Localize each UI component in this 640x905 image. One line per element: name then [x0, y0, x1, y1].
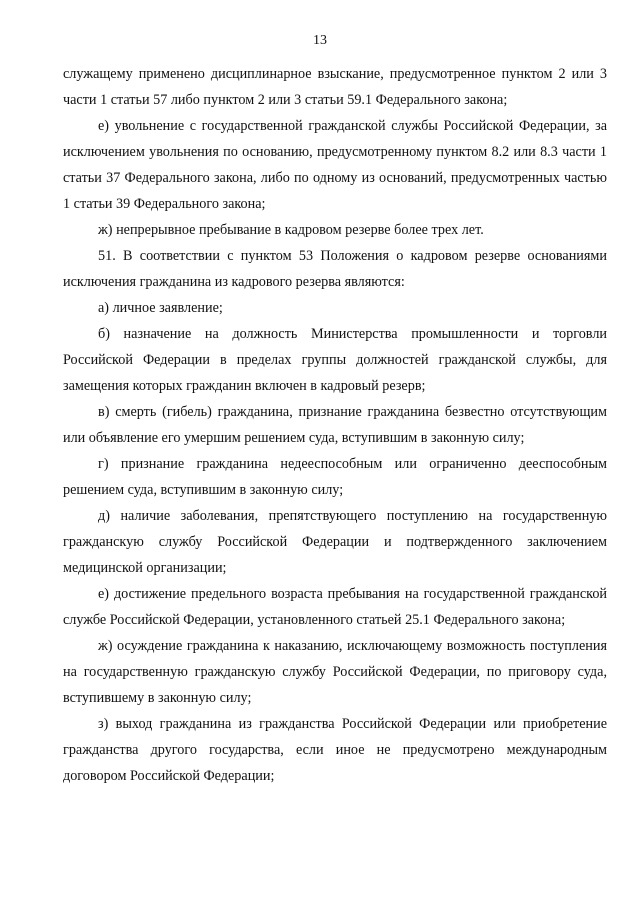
paragraph-item-b: б) назначение на должность Министерства промышленности и торговли Российской Федерации в пределах группы должностей гражданской службы, для замещения которых гражданин включен в кадровый резерв; — [63, 326, 607, 394]
paragraph-item-d: д) наличие заболевания, препятствующего поступлению на государственную гражданскую службу Российской Федерации и подтвержденного заключением медицинской организации; — [63, 508, 607, 576]
paragraph-item-e-dismissal: е) увольнение с государственной гражданской службы Российской Федерации, за исключением увольнения по основанию, предусмотренному пунктом 8.2 или 8.3 части 1 статьи 37 Федерального закона, либо по одному из оснований, предусмотренных частью 1 статьи 39 Федерального закона; — [63, 118, 607, 212]
paragraph-section-51: 51. В соответствии с пунктом 53 Положения о кадровом резерве основаниями исключения гражданина из кадрового резерва являются: — [63, 248, 607, 290]
paragraph-item-v: в) смерть (гибель) гражданина, признание гражданина безвестно отсутствующим или объявление его умершим решением суда, вступившим в законную силу; — [63, 404, 607, 446]
document-body — [63, 61, 607, 789]
paragraph-item-z-citizenship: з) выход гражданина из гражданства Российской Федерации или приобретение гражданства другого государства, если иное не предусмотрено международным договором Российской Федерации; — [63, 716, 607, 784]
paragraph-item-e-age: е) достижение предельного возраста пребывания на государственной гражданской службе Российской Федерации, установленного статьей 25.1 Федерального закона; — [63, 586, 607, 628]
paragraph-item-a: а) личное заявление; — [98, 300, 223, 316]
paragraph-item-g: г) признание гражданина недееспособным или ограниченно дееспособным решением суда, вступившим в законную силу; — [63, 456, 607, 498]
page-number: 13 — [313, 33, 327, 48]
paragraph-item-zh-conviction: ж) осуждение гражданина к наказанию, исключающему возможность поступления на государственную гражданскую службу Российской Федерации, по приговору суда, вступившему в законную силу; — [63, 638, 607, 706]
paragraph-item-zh-reserve-term: ж) непрерывное пребывание в кадровом резерве более трех лет. — [98, 222, 484, 238]
paragraph-continuation: служащему применено дисциплинарное взыскание, предусмотренное пунктом 2 или 3 части 1 статьи 57 либо пунктом 2 или 3 статьи 59.1 Федерального закона; — [63, 66, 607, 108]
